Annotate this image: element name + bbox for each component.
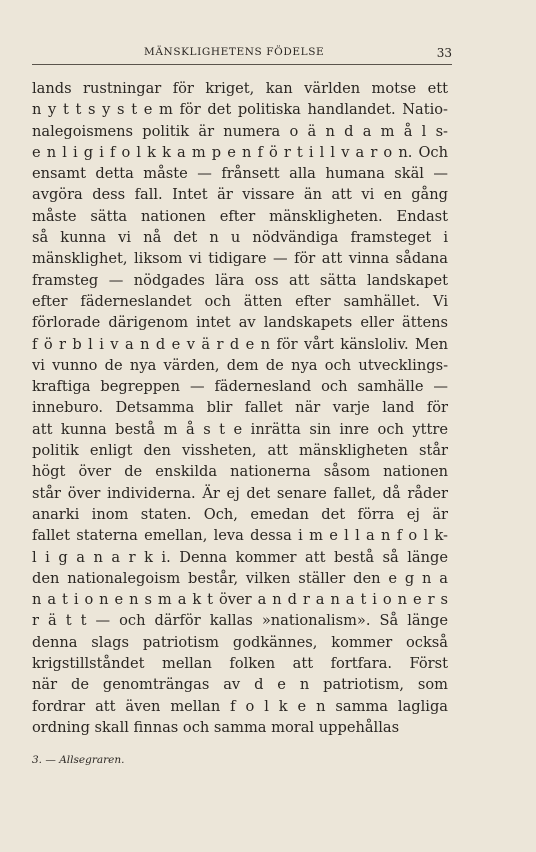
text-line: står över individerna. Är ej det senare fallet, då råder: [32, 484, 448, 502]
page-number: 33: [436, 46, 452, 60]
text-line: inneburo. Detsamma blir fallet när varje land för: [32, 399, 448, 417]
body-text: [32, 78, 448, 738]
text-line: att kunna bestå m å s t e inrätta sin inre och yttre: [32, 420, 448, 438]
text-line: måste sätta nationen efter mänskligheten. Endast: [32, 207, 448, 225]
text-line: fallet staterna emellan, leva dessa i m e l l a n f o l k-: [32, 527, 448, 545]
text-line: f ö r b l i v a n d e v ä r d e n för vårt känsloliv. Men: [32, 335, 448, 353]
text-line: fordrar att även mellan f o l k e n samma lagliga: [32, 697, 448, 715]
text-line: så kunna vi nå det n u nödvändiga framsteget i: [32, 229, 448, 247]
text-line: efter fäderneslandet och ätten efter samhället. Vi: [32, 292, 448, 310]
text-line: n y t t s y s t e m för det politiska handlandet. Natio-: [32, 101, 448, 119]
text-line: kraftiga begreppen — fädernesland och samhälle —: [32, 378, 448, 396]
text-line: e n l i g i f o l k k a m p e n f ö r t i l l v a r o n. Och: [32, 143, 448, 161]
text-line: ensamt detta måste — frånsett alla humana skäl —: [32, 165, 448, 183]
page-header: [32, 46, 452, 65]
running-title: MÄNSKLIGHETENS FÖDELSE: [144, 46, 325, 58]
text-line: förlorade därigenom intet av landskapets eller ättens: [32, 314, 448, 332]
text-line: mänsklighet, liksom vi tidigare — för att vinna sådana: [32, 250, 448, 268]
text-line: avgöra dess fall. Intet är vissare än att vi en gång: [32, 186, 448, 204]
text-line: n a t i o n e n s m a k t över a n d r a n a t i o n e r s: [32, 591, 448, 609]
text-line: nalegoismens politik är numera o ä n d a m å l s-: [32, 122, 448, 140]
text-line: anarki inom staten. Och, emedan det förra ej är: [32, 505, 448, 523]
text-line: krigstillståndet mellan folken att fortfara. Först: [32, 655, 448, 673]
text-line: högt över de enskilda nationerna såsom nationen: [32, 463, 448, 481]
text-line: den nationalegoism består, vilken ställer den e g n a: [32, 569, 448, 587]
text-line: denna slags patriotism godkännes, kommer också: [32, 633, 448, 651]
signature-mark: 3. — Allsegraren.: [32, 754, 125, 766]
text-line: ordning skall finnas och samma moral uppehållas: [32, 718, 400, 736]
text-line: framsteg — nödgades lära oss att sätta landskapet: [32, 271, 448, 289]
text-line: r ä t t — och därför kallas »nationalism». Så länge: [32, 612, 448, 630]
text-line: vi vunno de nya värden, dem de nya och utvecklings-: [32, 356, 448, 374]
text-line: lands rustningar för kriget, kan världen motse ett: [32, 80, 448, 97]
text-line: politik enligt den vissheten, att mänskligheten står: [32, 442, 448, 460]
text-line: l i g a n a r k i. Denna kommer att bestå så länge: [32, 548, 448, 566]
text-line: när de genomträngas av d e n patriotism, som: [32, 676, 448, 694]
